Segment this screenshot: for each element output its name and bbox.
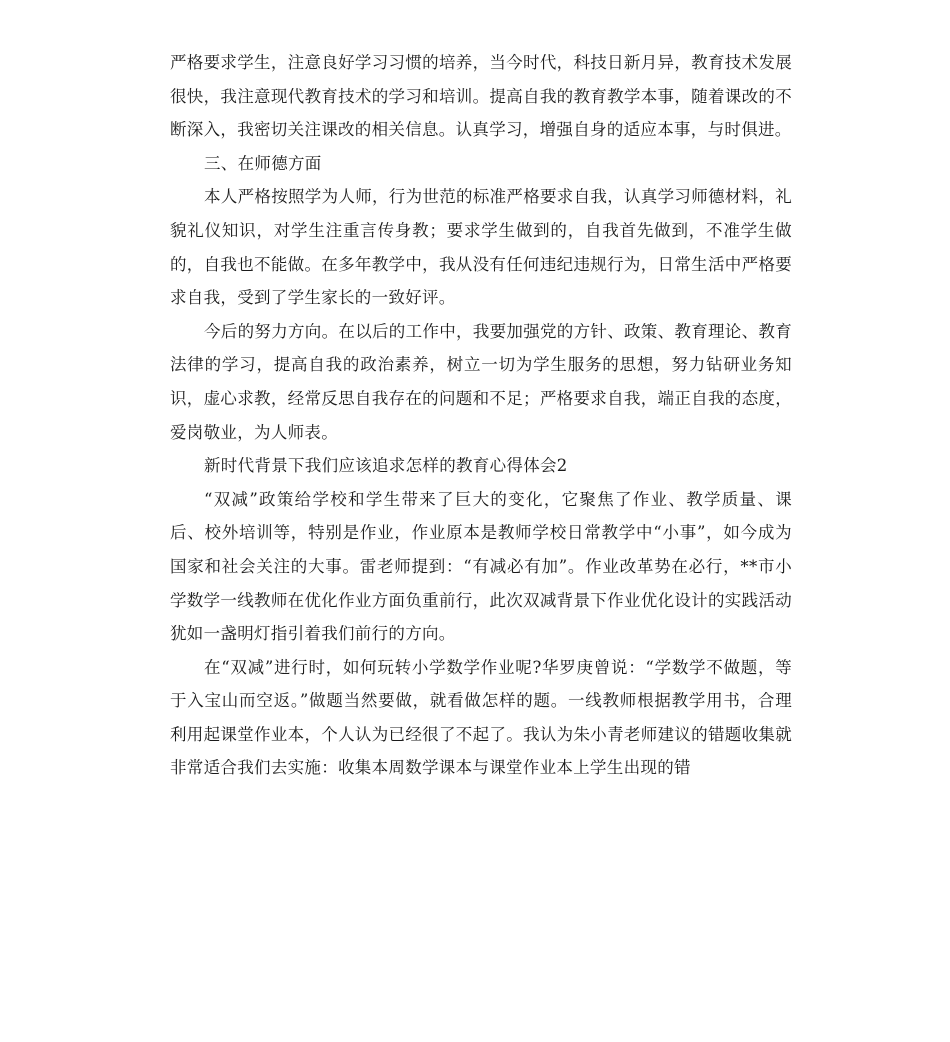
paragraph-future-direction: 今后的努力方向。在以后的工作中，我要加强党的方针、政策、教育理论、教育法律的学习，提高自我的政治素养，树立一切为学生服务的思想，努力钻研业务知识，虚心求教，经常反思自我存在的问题和不足；严格要求自我，端正自我的态度，爱岗敬业，为人师表。 (170, 321, 792, 442)
section-heading-ethics: 三、在师德方面 (204, 153, 322, 173)
paragraph-math-homework: 在“双减”进行时，如何玩转小学数学作业呢?华罗庚曾说：“学数学不做题，等于入宝山而空返。”做题当然要做，就看做怎样的题。一线教师根据教学用书，合理利用起课堂作业本，个人认为已经很了不起了。我认为朱小青老师建议的错题收集就非常适合我们去实施：收集本周数学课本与课堂作业本上学生出现的错 (170, 657, 792, 778)
document-page (170, 46, 792, 785)
paragraph-double-reduction: “双减”政策给学校和学生带来了巨大的变化，它聚焦了作业、教学质量、课后、校外培训等，特别是作业，作业原本是教师学校日常教学中“小事”，如今成为国家和社会关注的大事。雷老师提到：“有减必有加”。作业改革势在必行，**市小学数学一线教师在优化作业方面负重前行，此次双减背景下作业优化设计的实践活动犹如一盏明灯指引着我们前行的方向。 (170, 489, 792, 644)
paragraph-ethics: 本人严格按照学为人师，行为世范的标准严格要求自我，认真学习师德材料，礼貌礼仪知识，对学生注重言传身教；要求学生做到的，自我首先做到，不准学生做的，自我也不能做。在多年教学中，我从没有任何违纪违规行为，日常生活中严格要求自我，受到了学生家长的一致好评。 (170, 187, 792, 308)
article-title-2: 新时代背景下我们应该追求怎样的教育心得体会2 (204, 456, 568, 476)
paragraph-continuation: 严格要求学生，注意良好学习习惯的培养，当今时代，科技日新月异，教育技术发展很快，我注意现代教育技术的学习和培训。提高自我的教育教学本事，随着课改的不断深入，我密切关注课改的相关信息。认真学习，增强自身的适应本事，与时俱进。 (170, 53, 792, 140)
